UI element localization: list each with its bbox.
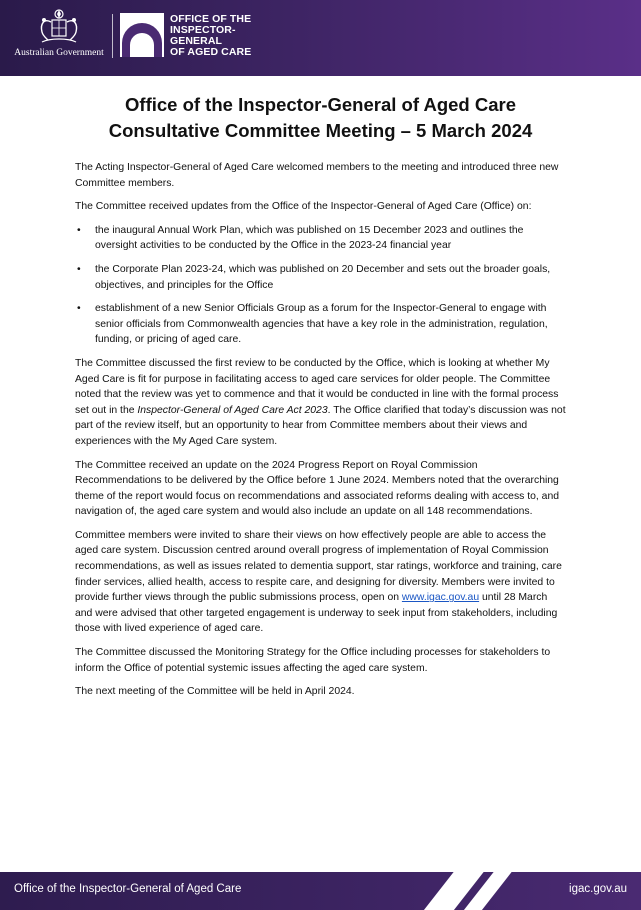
list-item xyxy=(75,262,567,293)
paragraph xyxy=(75,528,567,637)
paragraph-text: The Committee discussed the first review to be conducted by the Office, which is looking at whether My Aged Care is fit for purpose in facilitating access to aged care services for older people. The Committee noted that the review was yet to commence and that it would be conducted in line with the formal process set out in the xyxy=(75,357,559,416)
paragraph: The Committee received an update on the 2024 Progress Report on Royal Commission Recommendations to be delivered by the Office before 1 June 2024. Members noted that the overarching theme of the report would focus on recommendations and associated reforms dealing with access to, and navigation of, the aged care system and would also include an update on all 148 recommendations. xyxy=(75,459,560,518)
paragraph-text: Committee members were invited to share their views on how effectively people are able to access the aged care system. Discussion centred around overall progress of implementation of Royal Commission recommendations, as well as issues related to dementia support, star ratings, workforce and training, care finder services, allied health, access to respite care, and designing for diversity. Members were invited to provide further views through the public submissions process, open on xyxy=(75,529,562,604)
igac-website-link[interactable]: www.igac.gov.au xyxy=(401,592,480,604)
footer-banner xyxy=(0,872,641,910)
logo-line: INSPECTOR- xyxy=(170,24,236,36)
paragraph: The Committee discussed the Monitoring Strategy for the Office including processes for stakeholders to inform the Office of potential systemic issues affecting the aged care system. xyxy=(75,647,551,674)
bullet-icon: • xyxy=(77,224,81,236)
header-divider xyxy=(112,14,113,58)
government-label: Australian Government xyxy=(14,48,104,58)
oig-logo-icon xyxy=(120,13,164,57)
logo-line: GENERAL xyxy=(170,35,223,47)
title-line-2: Consultative Committee Meeting – 5 March 2024 xyxy=(108,120,533,141)
list-item-text: the inaugural Annual Work Plan, which was published on 15 December 2023 and outlines the oversight activities to be conducted by the Office in the 2023-24 financial year xyxy=(95,224,524,252)
paragraph: The next meeting of the Committee will be held in April 2024. xyxy=(75,686,355,698)
document-body xyxy=(75,160,567,708)
oig-logo-text xyxy=(170,14,251,58)
list-item xyxy=(75,223,567,254)
footer-website[interactable]: igac.gov.au xyxy=(569,883,627,895)
paragraph: The Acting Inspector-General of Aged Care welcomed members to the meeting and introduced three new Committee members. xyxy=(75,162,559,189)
header-banner xyxy=(0,0,641,76)
paragraph-text: . The Office clarified that today’s discussion was not part of the review itself, but an opportunity to hear from Committee members about their views and experiences with the My Aged Care system. xyxy=(75,404,566,447)
bullet-icon: • xyxy=(77,303,81,315)
act-title: Inspector-General of Aged Care Act 2023 xyxy=(137,404,328,416)
paragraph-text: until 28 March and were advised that other targeted engagement is underway to seek input from stakeholders, including those with lived experience of aged care. xyxy=(75,592,558,635)
logo-line: OFFICE OF THE xyxy=(170,13,252,25)
footer-office-name: Office of the Inspector-General of Aged Care xyxy=(14,883,242,895)
document-title xyxy=(60,92,581,144)
list-item xyxy=(75,301,567,348)
list-item-text: the Corporate Plan 2023-24, which was published on 20 December and sets out the broader goals, objectives, and principles for the Office xyxy=(95,263,551,291)
list-item-text: establishment of a new Senior Officials Group as a forum for the Inspector-General to engage with senior officials from Commonwealth agencies that have a key role in the administration, regulation, funding, or pricing of aged care. xyxy=(95,303,548,346)
update-list xyxy=(75,223,567,348)
title-line-1: Office of the Inspector-General of Aged Care xyxy=(125,94,516,115)
paragraph xyxy=(75,356,567,450)
bullet-icon: • xyxy=(77,263,81,275)
paragraph: The Committee received updates from the Office of the Inspector-General of Aged Care (Office) on: xyxy=(75,201,532,213)
logo-line: OF AGED CARE xyxy=(170,46,252,58)
